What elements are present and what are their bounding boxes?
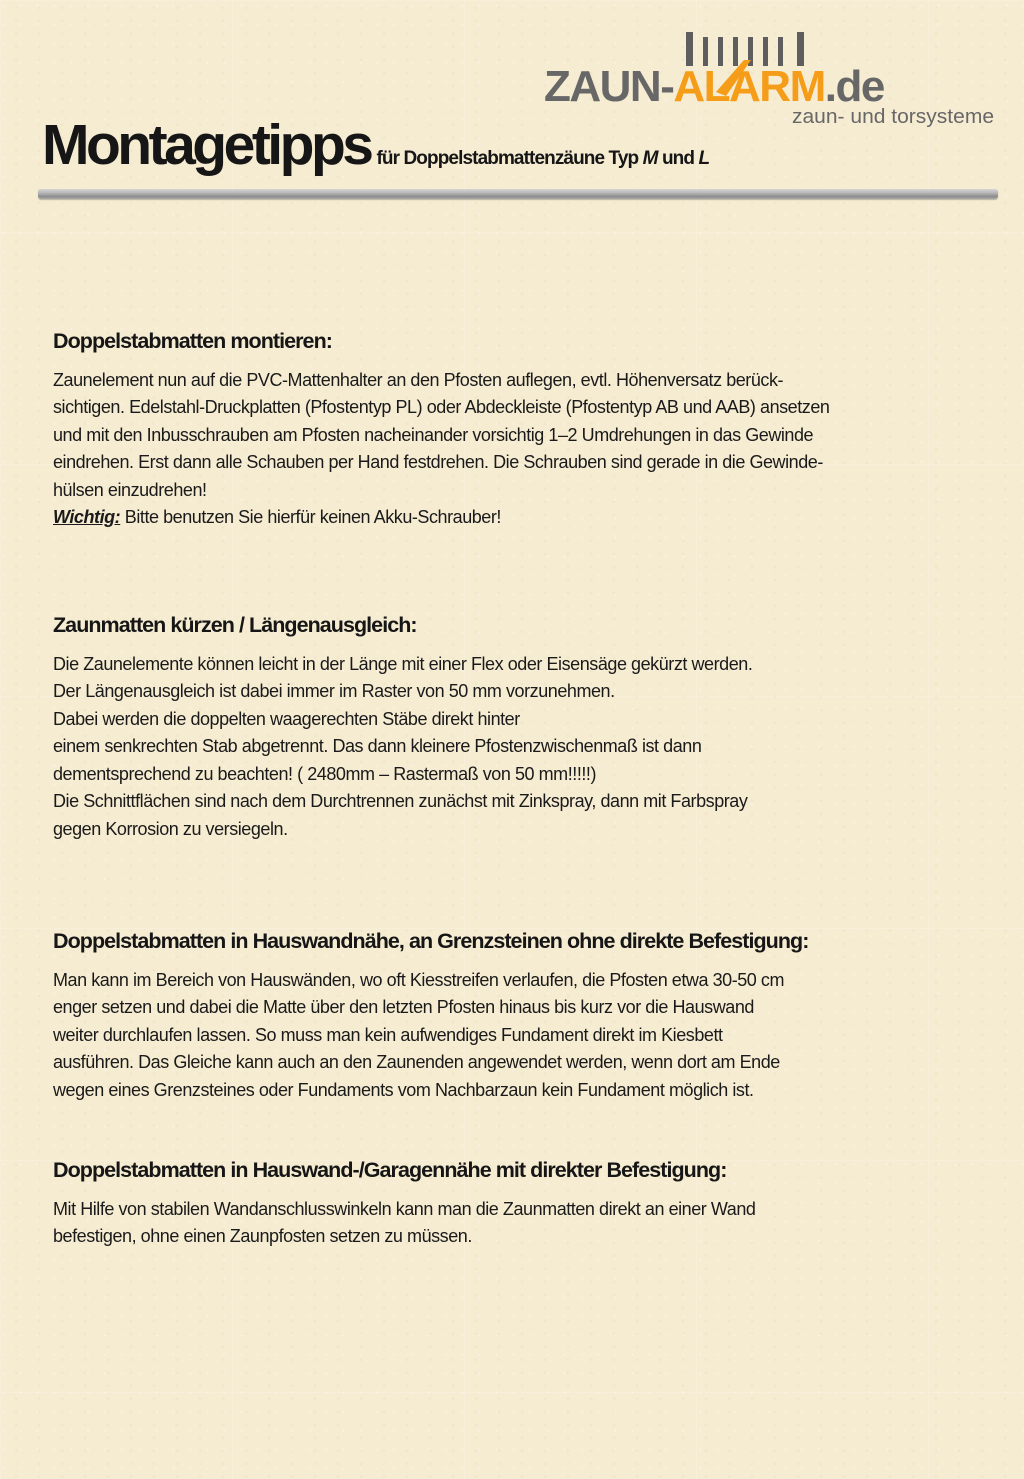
subtitle-type-l: L (698, 148, 710, 169)
paragraph-line: ausführen. Das Gleiche kann auch an den Zaunenden angewendet werden, wenn dort am Ende (53, 1052, 780, 1073)
paragraph-line: sichtigen. Edelstahl-Druckplatten (Pfostentyp PL) oder Abdeckleiste (Pfostentyp AB und AAB) ansetzen (53, 397, 830, 418)
section-heading: Zaunmatten kürzen / Längenausgleich: (53, 613, 417, 637)
paragraph-line: einem senkrechten Stab abgetrennt. Das dann kleinere Pfostenzwischenmaß ist dann (53, 736, 702, 757)
paragraph-line: befestigen, ohne einen Zaunpfosten setzen zu müssen. (53, 1226, 472, 1247)
section-heading: Doppelstabmatten in Hauswand-/Garagennähe mit direkter Befestigung: (53, 1158, 727, 1182)
section-heading: Doppelstabmatten montieren: (53, 329, 332, 353)
paragraph-line: Der Längenausgleich ist dabei immer im Raster von 50 mm vorzunehmen. (53, 681, 615, 702)
paragraph-line: weiter durchlaufen lassen. So muss man kein aufwendiges Fundament direkt im Kiesbett (53, 1024, 723, 1045)
paragraph-line: Mit Hilfe von stabilen Wandanschlusswinkeln kann man die Zaunmatten direkt an einer Wand (53, 1198, 756, 1219)
paragraph-line: wegen eines Grenzsteines oder Fundaments vom Nachbarzaun kein Fundament möglich ist. (53, 1079, 754, 1100)
page-subtitle (376, 148, 709, 169)
logo-tagline: zaun- und torsysteme (792, 105, 994, 128)
subtitle-prefix: für Doppelstabmattenzäune Typ (376, 148, 639, 169)
logo-text-zaun: ZAUN- (544, 62, 674, 111)
paragraph-line: Die Schnittflächen sind nach dem Durchtrennen zunächst mit Zinkspray, dann mit Farbspray (53, 791, 748, 812)
logo-text-tld: .de (824, 62, 884, 111)
logo-wordmark (544, 62, 884, 111)
paragraph-line: und mit den Inbusschrauben am Pfosten nacheinander vorsichtig 1–2 Umdrehungen in das Gewinde (53, 424, 814, 445)
section-hauswand-mit-befestigung (53, 1158, 993, 1251)
paragraph-line: Die Zaunelemente können leicht in der Länge mit einer Flex oder Eisensäge gekürzt werden. (53, 653, 753, 674)
section-hauswand-ohne-befestigung (53, 929, 993, 1104)
important-label: Wichtig: (53, 507, 121, 528)
section-heading: Doppelstabmatten in Hauswandnähe, an Grenzsteinen ohne direkte Befestigung: (53, 929, 809, 953)
logo-text-alarm: ALARM (673, 62, 825, 111)
paragraph-line: Zaunelement nun auf die PVC-Mattenhalter an den Pfosten auflegen, evtl. Höhenversatz berück- (53, 369, 784, 390)
page-title: Montagetipps (42, 113, 371, 177)
paragraph-line: hülsen einzudrehen! (53, 479, 207, 500)
paragraph-line: dementsprechend zu beachten! ( 2480mm – Rastermaß von 50 mm!!!!!) (53, 763, 597, 784)
subtitle-and: und (661, 148, 695, 169)
paragraph-line: gegen Korrosion zu versiegeln. (53, 818, 288, 839)
section-kuerzen (53, 613, 993, 843)
paragraph-line: enger setzen und dabei die Matte über den letzten Pfosten hinaus bis kurz vor die Hauswand (53, 997, 754, 1018)
paragraph-line: Dabei werden die doppelten waagerechten Stäbe direkt hinter (53, 708, 520, 729)
subtitle-type-m: M (642, 148, 658, 169)
page-header (42, 112, 709, 178)
important-note (53, 504, 993, 532)
important-text: Bitte benutzen Sie hierfür keinen Akku-Schrauber! (120, 507, 501, 528)
paragraph-line: eindrehen. Erst dann alle Schauben per Hand festdrehen. Die Schrauben sind gerade in die Gewinde- (53, 452, 823, 473)
header-divider (38, 189, 998, 199)
section-montieren (53, 329, 993, 532)
paragraph-line: Man kann im Bereich von Hauswänden, wo oft Kiesstreifen verlaufen, die Pfosten etwa 30-50 cm (53, 969, 785, 990)
